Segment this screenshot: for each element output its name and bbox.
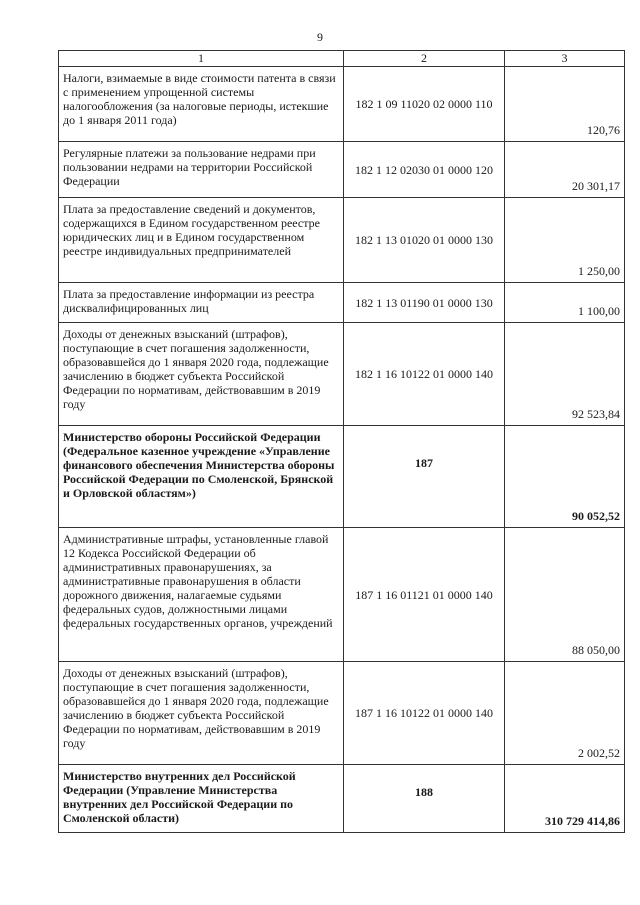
row-amount: 120,76	[505, 67, 625, 142]
row-name: Плата за предоставление сведений и документов, содержащихся в Едином государственном реестре юридических лиц и в Едином государственном реестре индивидуальных предпринимателей	[59, 198, 344, 283]
column-header-3: 3	[505, 51, 625, 67]
table-row	[59, 198, 625, 283]
row-amount: 310 729 414,86	[505, 765, 625, 833]
row-amount: 20 301,17	[505, 142, 625, 198]
row-name: Министерство обороны Российской Федерации (Федеральное казенное учреждение «Управление финансового обеспечения Министерства обороны Российской Федерации по Смоленской, Брянской и Орловской областям»)	[59, 426, 344, 528]
row-amount: 88 050,00	[505, 528, 625, 662]
table-header-row	[59, 51, 625, 67]
column-header-2: 2	[344, 51, 505, 67]
page-number: 9	[317, 30, 323, 44]
row-code: 182 1 13 01020 01 0000 130	[344, 198, 505, 283]
row-name: Налоги, взимаемые в виде стоимости патента в связи с применением упрощенной системы налогообложения (за налоговые периоды, истекшие до 1 января 2011 года)	[59, 67, 344, 142]
row-code: 188	[344, 765, 505, 833]
revenue-table	[58, 50, 625, 833]
table-row	[59, 67, 625, 142]
table-row	[59, 323, 625, 426]
row-name: Административные штрафы, установленные главой 12 Кодекса Российской Федерации об административных правонарушениях, за административные правонарушения в области дорожного движения, налагаемые судьями федеральных судов, должностными лицами федеральных государственных органов, учреждений	[59, 528, 344, 662]
column-header-1: 1	[59, 51, 344, 67]
row-code: 187	[344, 426, 505, 528]
row-amount: 2 002,52	[505, 662, 625, 765]
row-amount: 1 250,00	[505, 198, 625, 283]
row-name: Министерство внутренних дел Российской Федерации (Управление Министерства внутренних дел Российской Федерации по Смоленской области)	[59, 765, 344, 833]
row-amount: 1 100,00	[505, 283, 625, 323]
row-code: 182 1 13 01190 01 0000 130	[344, 283, 505, 323]
table-row	[59, 765, 625, 833]
table-row	[59, 528, 625, 662]
table-row	[59, 662, 625, 765]
row-amount: 92 523,84	[505, 323, 625, 426]
row-amount: 90 052,52	[505, 426, 625, 528]
row-code: 182 1 16 10122 01 0000 140	[344, 323, 505, 426]
row-name: Доходы от денежных взысканий (штрафов), поступающие в счет погашения задолженности, образовавшейся до 1 января 2020 года, подлежащие зачислению в бюджет субъекта Российской Федерации по нормативам, действовавшим в 2019 году	[59, 662, 344, 765]
table-row	[59, 142, 625, 198]
row-code: 187 1 16 01121 01 0000 140	[344, 528, 505, 662]
row-name: Регулярные платежи за пользование недрами при пользовании недрами на территории Российской Федерации	[59, 142, 344, 198]
row-name: Плата за предоставление информации из реестра дисквалифицированных лиц	[59, 283, 344, 323]
row-name: Доходы от денежных взысканий (штрафов), поступающие в счет погашения задолженности, образовавшейся до 1 января 2020 года, подлежащие зачислению в бюджет субъекта Российской Федерации по нормативам, действовавшим в 2019 году	[59, 323, 344, 426]
row-code: 182 1 09 11020 02 0000 110	[344, 67, 505, 142]
table-row	[59, 426, 625, 528]
table-row	[59, 283, 625, 323]
row-code: 187 1 16 10122 01 0000 140	[344, 662, 505, 765]
row-code: 182 1 12 02030 01 0000 120	[344, 142, 505, 198]
